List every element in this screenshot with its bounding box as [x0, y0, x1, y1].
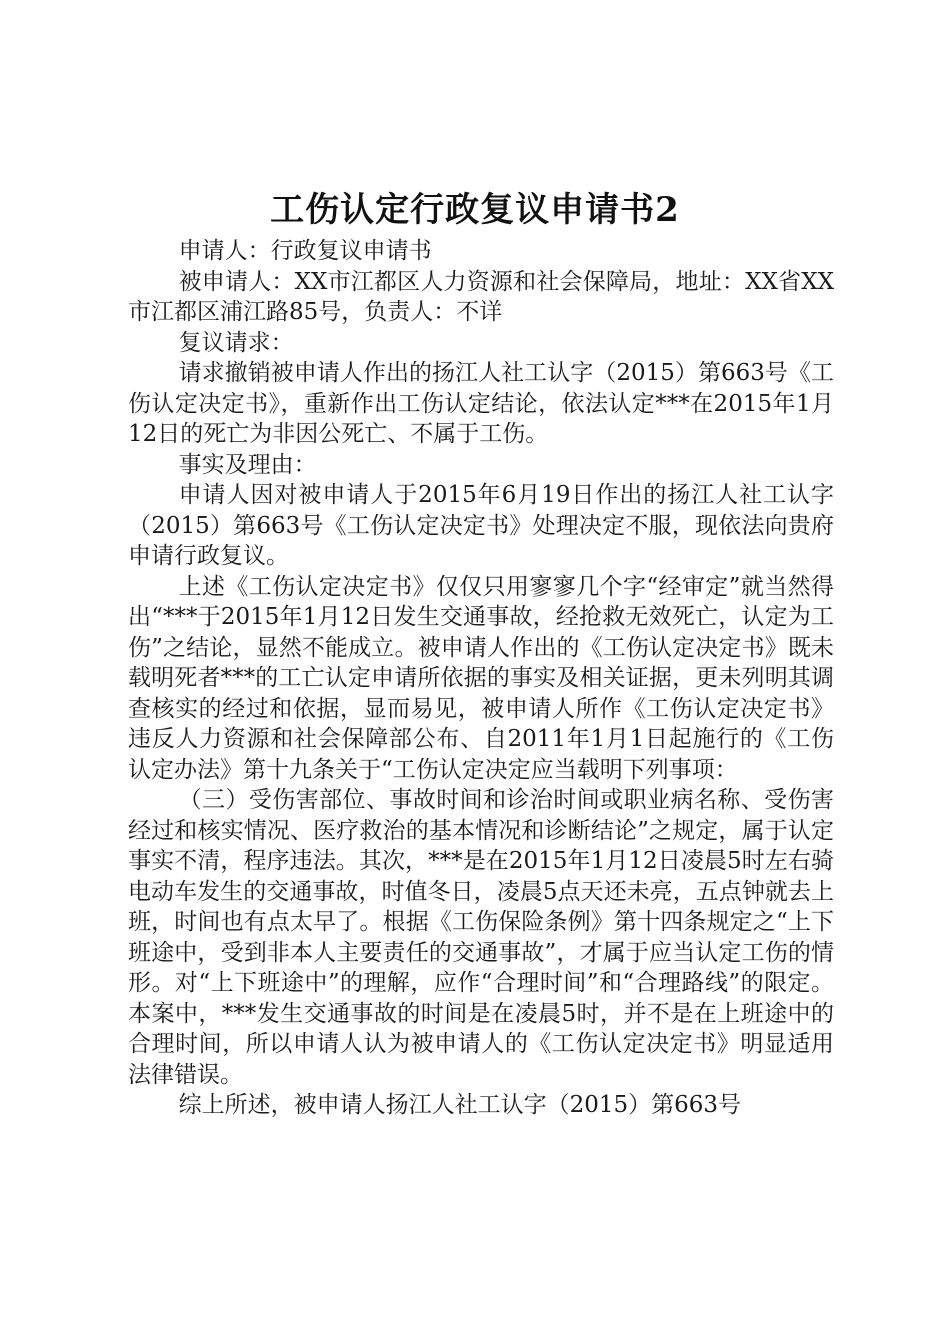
conclusion-paragraph: 综上所述，被申请人扬江人社工认字（2015）第663号: [178, 1092, 742, 1118]
respondent-line: 被申请人：XX市江都区人力资源和社会保障局，地址：XX省XX市江都区浦江路85号，负责人：不详: [128, 268, 834, 325]
document-title: 工伤认定行政复议申请书2: [270, 190, 680, 230]
request-paragraph: 请求撤销被申请人作出的扬江人社工认字（2015）第663号《工伤认定决定书》，重新作出工伤认定结论，依法认定***在2015年1月12日的死亡为非因公死亡、不属于工伤。: [128, 360, 834, 447]
reasons-heading: 事实及理由：: [178, 451, 317, 478]
reasons-paragraph-3: （三）受伤害部位、事故时间和诊治时间或职业病名称、受伤害经过和核实情况、医疗救治的基本情况和诊断结论”之规定，属于认定事实不清，程序违法。其次，***是在2015年1月12日凌晨5时左右骑电动车发生的交通事故，时值冬日，凌晨5点天还未亮，五点钟就去上班，时间也有点太早了。根据《工伤保险条例》第十四条规定之“上下班途中，受到非本人主要责任的交通事故”，才属于应当认定工伤的情形。对“上下班途中”的理解，应作“合理时间”和“合理路线”的限定。本案中，***发生交通事故的时间是在凌晨5时，并不是在上班途中的合理时间，所以申请人认为被申请人的《工伤认定决定书》明显适用法律错误。: [128, 787, 834, 1088]
document-body: [128, 236, 834, 1121]
reasons-paragraph-1: 申请人因对被申请人于2015年6月19日作出的扬江人社工认字（2015）第663号《工伤认定决定书》处理决定不服，现依法向贵府申请行政复议。: [128, 482, 834, 569]
request-heading: 复议请求：: [178, 329, 294, 356]
applicant-line: 申请人：行政复议申请书: [178, 238, 432, 264]
reasons-paragraph-2: 上述《工伤认定决定书》仅仅只用寥寥几个字“经审定”就当然得出“***于2015年1月12日发生交通事故，经抢救无效死亡，认定为工伤”之结论，显然不能成立。被申请人作出的《工伤认定决定书》既未载明死者***的工亡认定申请所依据的事实及相关证据，更未列明其调查核实的经过和依据，显而易见，被申请人所作《工伤认定决定书》违反人力资源和社会保障部公布、自2011年1月1日起施行的《工伤认定办法》第十九条关于“工伤认定决定应当载明下列事项：: [128, 573, 834, 783]
